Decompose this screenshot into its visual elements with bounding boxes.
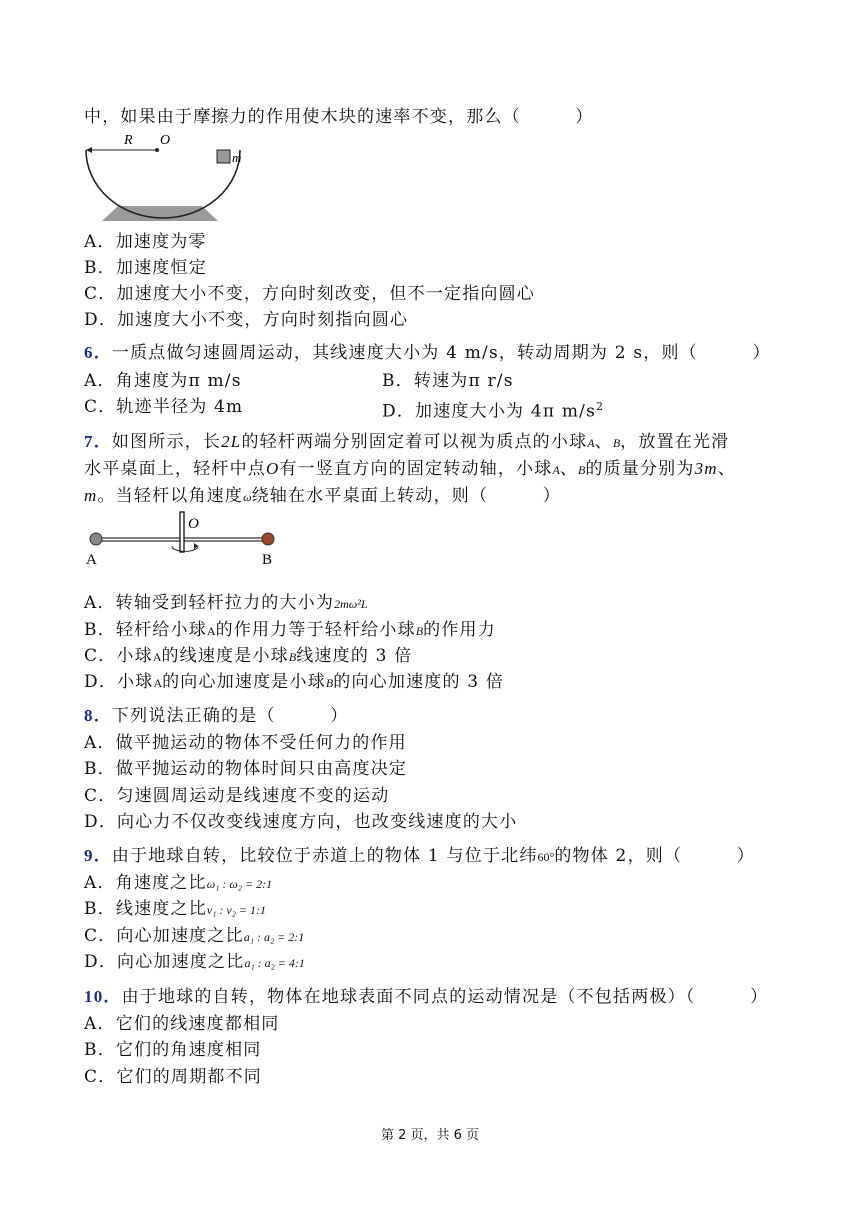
q9-option-d: D．向心加速度之比a₁ : a₂ = 4:1 — [84, 952, 305, 972]
q6-option-d: D．加速度大小为 4π $m/s^2$ — [382, 400, 605, 422]
q9-option-a: A．角速度之比ω₁ : ω₂ = 2:1 — [84, 873, 273, 893]
q7-stem-line1: 7．如图所示，长2L的轻杆两端分别固定着可以视为质点的小球A、B，放置在光滑 — [84, 432, 730, 452]
q7-stem-line2: 水平桌面上，轻杆中点O有一竖直方向的固定转动轴，小球A、B的质量分别为3m、 — [84, 459, 736, 479]
q7-option-c: C．小球A的线速度是小球B线速度的 3 倍 — [84, 646, 413, 666]
q7-option-d: D．小球A的向心加速度是小球B的向心加速度的 3 倍 — [84, 672, 505, 692]
q10-option-a: A．它们的线速度都相同 — [84, 1014, 280, 1034]
q6-stem: 6．一质点做匀速圆周运动，其线速度大小为 4 m/s，转动周期为 2 s，则（ ） — [84, 343, 771, 363]
page-footer: 第 2 页，共 6 页 — [380, 1128, 480, 1143]
q6-option-b: B．转速为π r/s — [382, 371, 514, 391]
q9-option-b: B．线速度之比v₁ : v₂ = 1:1 — [84, 899, 266, 919]
fig-O-axis-label: O — [188, 516, 199, 532]
q8-option-a: A．做平抛运动的物体不受任何力的作用 — [84, 733, 407, 753]
q7-stem-line3: m。当轻杆以角速度ω绕轴在水平桌面上转动，则（ ） — [84, 486, 561, 506]
fig-B-label: B — [262, 552, 273, 568]
q7-option-b: B．轻杆给小球A的作用力等于轻杆给小球B的作用力 — [84, 620, 496, 640]
q8-stem: 8．下列说法正确的是（ ） — [84, 706, 349, 726]
q7-option-a: A．转轴受到轻杆拉力的大小为2mω²L — [84, 593, 368, 613]
q5-option-d: D．加速度大小不变，方向时刻指向圆心 — [84, 310, 409, 330]
q6-option-c: C．轨迹半径为 4m — [84, 397, 244, 417]
q5-stem: 中，如果由于摩擦力的作用使木块的速率不变，那么（ ） — [84, 107, 594, 127]
q8-option-c: C．匀速圆周运动是线速度不变的运动 — [84, 786, 390, 806]
q6-option-a: A．角速度为π m/s — [84, 371, 242, 391]
fig-A-label: A — [86, 552, 97, 568]
q10-option-c: C．它们的周期都不同 — [84, 1067, 263, 1087]
q8-option-d: D．向心力不仅改变线速度方向，也改变线速度的大小 — [84, 812, 518, 832]
q9-stem: 9．由于地球自转，比较位于赤道上的物体 1 与位于北纬60°的物体 2，则（ ） — [84, 846, 755, 866]
fig-O-label: O — [160, 133, 171, 148]
q9-option-c: C．向心加速度之比a₁ : a₂ = 2:1 — [84, 926, 305, 946]
rod-figure — [80, 508, 280, 568]
q8-option-b: B．做平抛运动的物体时间只由高度决定 — [84, 759, 408, 779]
q5-option-c: C．加速度大小不变，方向时刻改变，但不一定指向圆心 — [84, 284, 536, 304]
q10-stem: 10．由于地球的自转，物体在地球表面不同点的运动情况是（不包括两极）（ ） — [84, 987, 769, 1007]
fig-m-label: m — [232, 150, 242, 165]
q5-option-b: B．加速度恒定 — [84, 258, 207, 278]
fig-R-label: R — [124, 133, 133, 148]
q5-option-a: A．加速度为零 — [84, 232, 207, 252]
q10-option-b: B．它们的角速度相同 — [84, 1040, 262, 1060]
bowl-figure — [80, 128, 240, 228]
